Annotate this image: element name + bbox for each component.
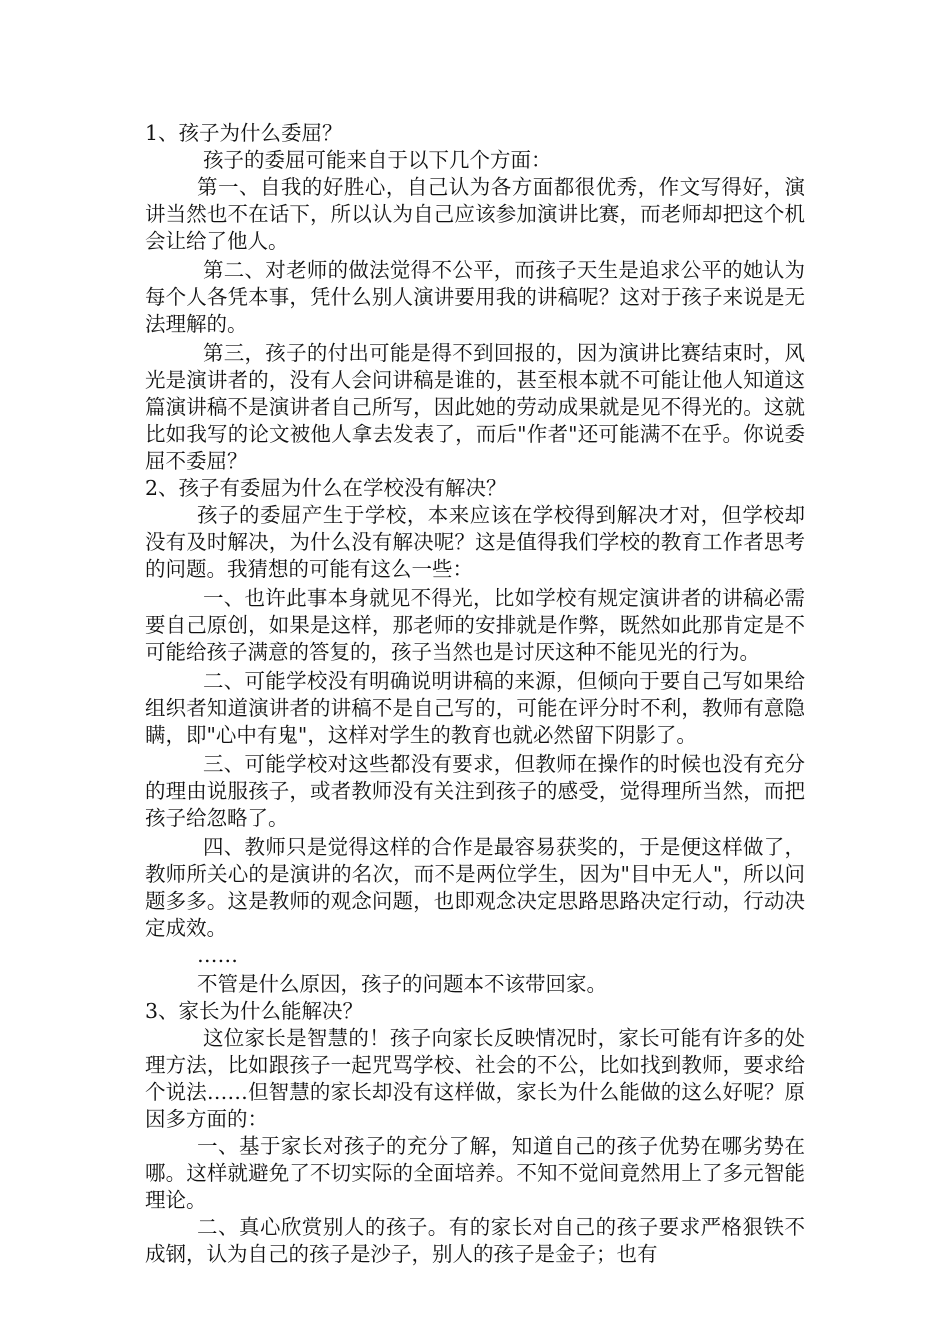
section-heading-2: 2、孩子有委屈为什么在学校没有解决？ — [145, 476, 507, 500]
paragraph: 第一、自我的好胜心，自己认为各方面都很优秀，作文写得好，演讲当然也不在话下，所以认为自己应该参加演讲比赛，而老师却把这个机会让给了他人。 — [145, 175, 805, 253]
paragraph: 不管是什么原因，孩子的问题本不该带回家。 — [197, 972, 607, 996]
paragraph: 一、基于家长对孩子的充分了解，知道自己的孩子优势在哪劣势在哪。这样就避免了不切实际的全面培养。不知不觉间竟然用上了多元智能理论。 — [145, 1134, 805, 1212]
paragraph: 这位家长是智慧的！孩子向家长反映情况时，家长可能有许多的处理方法，比如跟孩子一起咒骂学校、社会的不公，比如找到教师，要求给个说法……但智慧的家长却没有这样做，家长为什么能做的这么好呢？原因多方面的： — [145, 1026, 805, 1131]
ellipsis-line: …… — [197, 943, 238, 967]
paragraph: 三、可能学校对这些都没有要求，但教师在操作的时候也没有充分的理由说服孩子，或者教师没有关注到孩子的感受，觉得理所当然，而把孩子给忽略了。 — [145, 752, 805, 830]
paragraph: 四、教师只是觉得这样的合作是最容易获奖的，于是便这样做了，教师所关心的是演讲的名次，而不是两位学生，因为"目中无人"，所以问题多多。这是教师的观念问题，也即观念决定思路思路决定行动，行动决定成效。 — [145, 835, 805, 940]
paragraph: 二、真心欣赏别人的孩子。有的家长对自己的孩子要求严格狠铁不成钢，认为自己的孩子是沙子，别人的孩子是金子；也有 — [145, 1215, 805, 1266]
document-page — [145, 120, 805, 1268]
section-heading-1: 1、孩子为什么委屈？ — [145, 121, 343, 145]
paragraph: 孩子的委屈产生于学校，本来应该在学校得到解决才对，但学校却没有及时解决，为什么没有解决呢？这是值得我们学校的教育工作者思考的问题。我猜想的可能有这么一些： — [145, 503, 805, 581]
paragraph: 孩子的委屈可能来自于以下几个方面： — [203, 148, 552, 172]
paragraph: 第二、对老师的做法觉得不公平，而孩子天生是追求公平的她认为每个人各凭本事，凭什么别人演讲要用我的讲稿呢？这对于孩子来说是无法理解的。 — [145, 258, 805, 336]
paragraph: 一、也许此事本身就见不得光，比如学校有规定演讲者的讲稿必需要自己原创，如果是这样，那老师的安排就是作弊，既然如此那肯定是不可能给孩子满意的答复的，孩子当然也是讨厌这种不能见光的行为。 — [145, 586, 805, 664]
paragraph: 第三，孩子的付出可能是得不到回报的，因为演讲比赛结束时，风光是演讲者的，没有人会问讲稿是谁的，甚至根本就不可能让他人知道这篇演讲稿不是演讲者自己所写，因此她的劳动成果就是见不得光的。这就比如我写的论文被他人拿去发表了，而后"作者"还可能满不在乎。你说委屈不委屈？ — [145, 341, 805, 473]
paragraph: 二、可能学校没有明确说明讲稿的来源，但倾向于要自己写如果给组织者知道演讲者的讲稿不是自己写的，可能在评分时不利，教师有意隐瞒，即"心中有鬼"，这样对学生的教育也就必然留下阴影了。 — [145, 669, 805, 747]
section-heading-3: 3、家长为什么能解决？ — [145, 999, 364, 1023]
